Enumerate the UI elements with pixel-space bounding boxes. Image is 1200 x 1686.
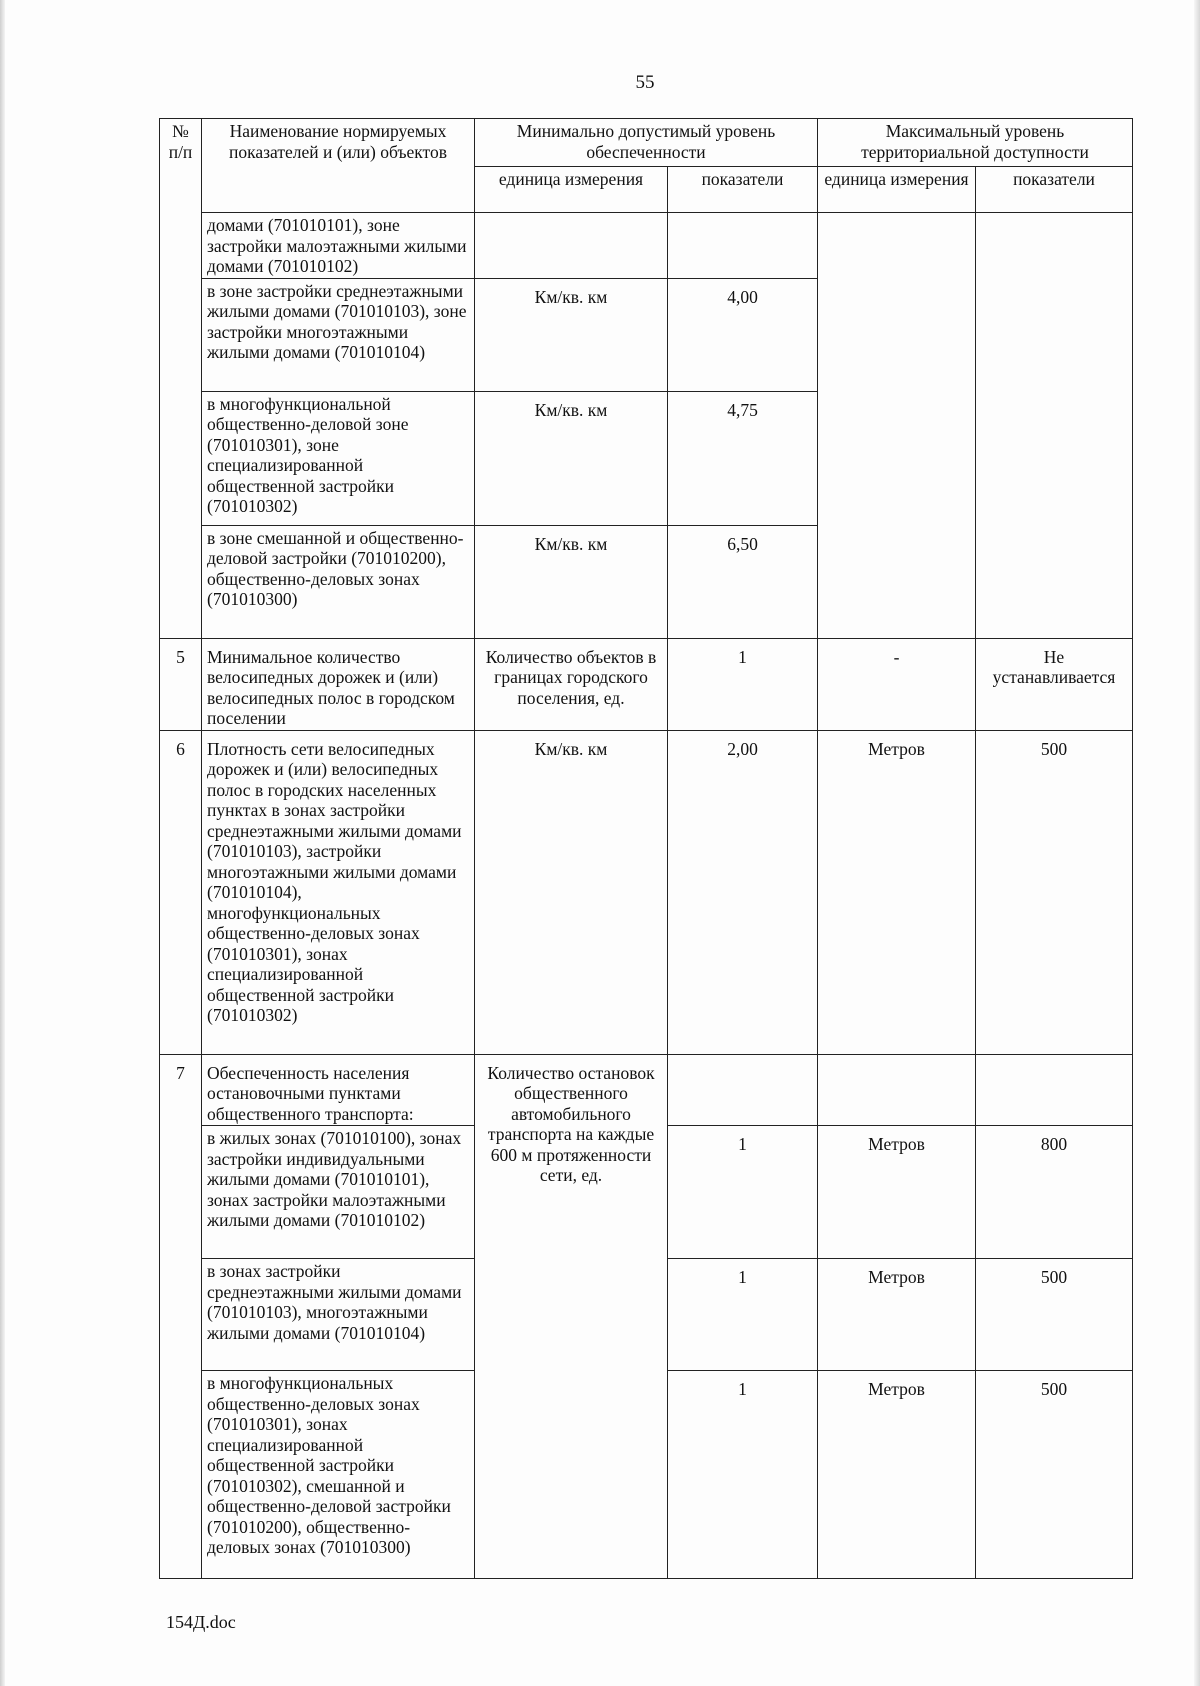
row-min-unit: Км/кв. км [475, 730, 668, 1054]
row-max-unit [818, 1054, 976, 1126]
row-min-value: 1 [668, 1126, 818, 1259]
row-max-unit: Метров [818, 1259, 976, 1371]
row-max-value-merged [976, 213, 1133, 639]
row-name: в многофункциональной общественно-деловой зоне (701010301), зоне специализированной общественной застройки (701010302) [202, 391, 475, 525]
row-min-value: 1 [668, 638, 818, 730]
row-max-value: 500 [976, 1371, 1133, 1579]
row-name: Плотность сети велосипедных дорожек и (или) велосипедных полос в городских населенных пунктах в зонах застройки среднеэтажными жилыми домами (701010103), застройки многоэтажными жилыми домами (701010104), многофункциональных общественно-деловых зонах (701010301), зонах специализированной общественной застройки (701010302) [202, 730, 475, 1054]
header-min-value: показатели [668, 167, 818, 213]
row-max-unit: Метров [818, 730, 976, 1054]
row-name: Обеспеченность населения остановочными пунктами общественного транспорта: [202, 1054, 475, 1126]
header-num: № п/п [160, 119, 202, 167]
header-num-cont [160, 167, 202, 213]
header-name: Наименование нормируемых показателей и (или) объектов [202, 119, 475, 167]
header-min-unit: единица измерения [475, 167, 668, 213]
row-num: 6 [160, 730, 202, 1054]
scan-edge-right [1194, 0, 1200, 1686]
row-min-unit: Км/кв. км [475, 278, 668, 391]
row-max-value [976, 1054, 1133, 1126]
row-min-value: 2,00 [668, 730, 818, 1054]
table-row [160, 1054, 1133, 1126]
row-min-unit: Количество остановок общественного автомобильного транспорта на каждые 600 м протяженности сети, ед. [475, 1054, 668, 1579]
row-min-unit: Км/кв. км [475, 391, 668, 525]
row-min-value [668, 1054, 818, 1126]
row-num: 7 [160, 1054, 202, 1579]
row-max-unit-merged [818, 213, 976, 639]
header-max-unit: единица измерения [818, 167, 976, 213]
row-min-value: 1 [668, 1371, 818, 1579]
header-row-1 [160, 119, 1133, 167]
row-min-unit: Количество объектов в границах городского поселения, ед. [475, 638, 668, 730]
row-max-value: 500 [976, 730, 1133, 1054]
row-name: в зоне смешанной и общественно-деловой застройки (701010200), общественно-деловых зонах (701010300) [202, 525, 475, 638]
row-min-unit [475, 213, 668, 279]
header-row-2 [160, 167, 1133, 213]
row-name: в жилых зонах (701010100), зонах застройки индивидуальными жилыми домами (701010101), зонах застройки малоэтажными жилыми домами (701010102) [202, 1126, 475, 1259]
row-max-unit: Метров [818, 1371, 976, 1579]
row-min-value: 4,75 [668, 391, 818, 525]
row-name: в зонах застройки среднеэтажными жилыми домами (701010103), многоэтажными жилыми домами (701010104) [202, 1259, 475, 1371]
row-min-value [668, 213, 818, 279]
row-max-unit: - [818, 638, 976, 730]
header-name-cont [202, 167, 475, 213]
row-min-value: 4,00 [668, 278, 818, 391]
header-max-group: Максимальный уровень территориальной доступности [818, 119, 1133, 167]
row-num-cont [160, 213, 202, 639]
row-min-value: 1 [668, 1259, 818, 1371]
row-max-value: Не устанавливается [976, 638, 1133, 730]
row-name: Минимальное количество велосипедных дорожек и (или) велосипедных полос в городском поселении [202, 638, 475, 730]
footer-file-name: 154Д.doc [166, 1612, 236, 1632]
row-num: 5 [160, 638, 202, 730]
table-row [160, 638, 1133, 730]
row-min-value: 6,50 [668, 525, 818, 638]
scan-edge-left [0, 0, 5, 1686]
row-max-value: 500 [976, 1259, 1133, 1371]
table-row [160, 730, 1133, 1054]
header-min-group: Минимально допустимый уровень обеспеченности [475, 119, 818, 167]
row-name: в зоне застройки среднеэтажными жилыми домами (701010103), зоне застройки многоэтажными жилыми домами (701010104) [202, 278, 475, 391]
table-row [160, 213, 1133, 279]
row-min-unit: Км/кв. км [475, 525, 668, 638]
page-number: 55 [635, 72, 655, 93]
row-name: в многофункциональных общественно-деловых зонах (701010301), зонах специализированной общественной застройки (701010302), смешанной и общественно-деловой застройки (701010200), общественно-деловых зонах (701010300) [202, 1371, 475, 1579]
row-max-value: 800 [976, 1126, 1133, 1259]
row-max-unit: Метров [818, 1126, 976, 1259]
row-name: домами (701010101), зоне застройки малоэтажными жилыми домами (701010102) [202, 213, 475, 279]
header-max-value: показатели [976, 167, 1133, 213]
norms-table [159, 118, 1133, 1579]
